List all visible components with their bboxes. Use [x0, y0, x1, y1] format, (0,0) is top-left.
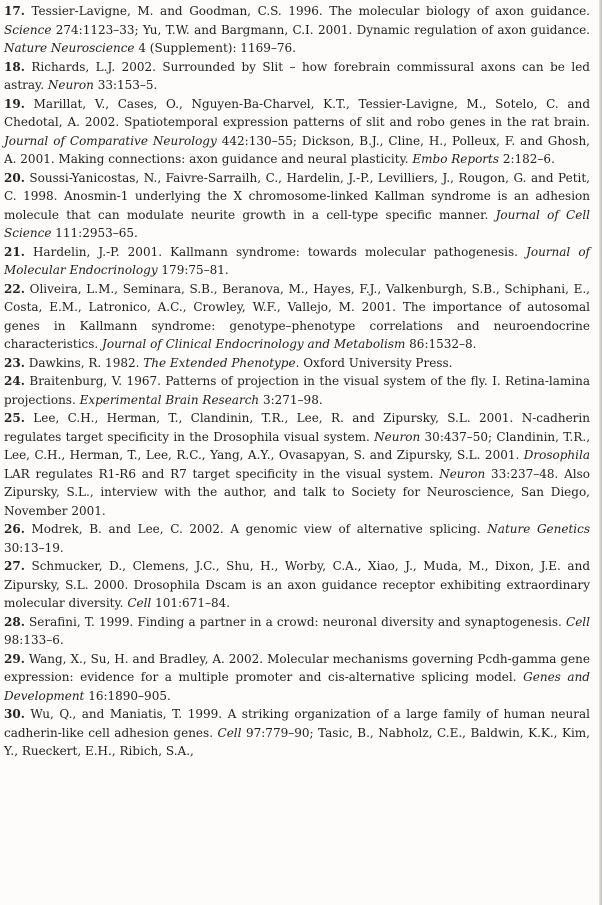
reference-text: 111:2953–65. — [51, 226, 138, 240]
reference-text: 97:779–90; Tasic, B., Nabholz, C.E., Baldwin, K.K., Kim, Y., Rueckert, E.H., Ribich, S.A., — [4, 725, 590, 758]
reference-item — [4, 613, 590, 650]
reference-item — [4, 520, 590, 557]
reference-item — [4, 372, 590, 409]
journal-title: The Extended Phenotype — [143, 355, 296, 370]
reference-number: 20. — [4, 170, 25, 185]
journal-title: Cell — [566, 614, 590, 629]
reference-item — [4, 58, 590, 95]
reference-item — [4, 280, 590, 354]
reference-number: 25. — [4, 411, 25, 425]
reference-number: 24. — [4, 374, 25, 388]
journal-title: Neuron — [374, 429, 421, 444]
reference-text: 33:153–5. — [93, 78, 158, 92]
reference-text: 442:130–55; Dickson, B.J., Cline, H., Polleux, F. and Ghosh, A. 2001. Making connections: axon guidance and neural plasticity. — [4, 133, 590, 166]
reference-list — [4, 2, 590, 761]
reference-number: 18. — [4, 59, 25, 74]
reference-text: Lee, C.H., Herman, T., Clandinin, T.R., Lee, R. and Zipursky, S.L. 2001. N-cadherin regulates target specificity in the Drosophila visual system. — [4, 411, 590, 444]
reference-item — [4, 95, 590, 169]
reference-number: 22. — [4, 281, 25, 296]
journal-title: Science — [4, 22, 52, 37]
journal-title: Cell — [127, 596, 152, 610]
reference-text: Oliveira, L.M., Seminara, S.B., Beranova, M., Hayes, F.J., Valkenburgh, S.B., Schiphani, E., Costa, E.M., Latronico, A.C., Crowley, W.F., Vallejo, M. 2001. The importance of autosomal genes in Kallmann syndrome: genotype–phenotype correlations and neuroendocrine characteristics. — [4, 281, 590, 351]
reference-text: 16:1890–905. — [84, 688, 171, 703]
reference-number: 26. — [4, 522, 25, 536]
journal-title: Nature Neuroscience — [4, 41, 135, 55]
reference-item — [4, 650, 590, 706]
journal-title: Embo Reports — [412, 152, 500, 166]
reference-number: 17. — [4, 4, 25, 18]
reference-text: Tessier-Lavigne, M. and Goodman, C.S. 1996. The molecular biology of axon guidance. — [31, 4, 590, 18]
reference-text: 30:13–19. — [4, 540, 64, 555]
reference-text: Hardelin, J.-P. 2001. Kallmann syndrome: towards molecular pathogenesis. — [32, 244, 527, 259]
reference-item — [4, 354, 590, 373]
reference-text: Braitenburg, V. 1967. Patterns of projection in the visual system of the fly. I. Retina-lamina projections. — [4, 374, 590, 407]
journal-title: Drosophila — [523, 448, 590, 462]
reference-number: 29. — [4, 651, 25, 666]
reference-text: Serafini, T. 1999. Finding a partner in a crowd: neuronal diversity and synaptogenesis. — [29, 614, 567, 629]
reference-number: 27. — [4, 559, 25, 573]
journal-title: Neuron — [439, 466, 486, 481]
reference-text: 274:1123–33; Yu, T.W. and Bargmann, C.I. 2001. Dynamic regulation of axon guidance. — [51, 22, 590, 37]
reference-text: 33:237–48. Also Zipursky, S.L., interview with the author, and talk to Society for Neuroscience, San Diego, November 2001. — [4, 466, 590, 518]
reference-number: 19. — [4, 96, 25, 111]
reference-number: 30. — [4, 707, 25, 721]
reference-text: Marillat, V., Cases, O., Nguyen-Ba-Charvel, K.T., Tessier-Lavigne, M., Sotelo, C. and Chedotal, A. 2002. Spatiotemporal expression patterns of slit and robo genes in the rat brain. — [4, 96, 590, 129]
reference-number: 21. — [4, 244, 25, 259]
reference-item — [4, 409, 590, 520]
reference-text: LAR regulates R1-R6 and R7 target specificity in the visual system. — [4, 466, 440, 481]
reference-text: 2:182–6. — [499, 152, 555, 166]
reference-text: Schmucker, D., Clemens, J.C., Shu, H., Worby, C.A., Xiao, J., Muda, M., Dixon, J.E. and Zipursky, S.L. 2000. Drosophila Dscam is an axon guidance receptor exhibiting extraordinary molecular diversity. — [4, 559, 590, 610]
reference-text: Soussi-Yanicostas, N., Faivre-Sarrailh, C., Hardelin, J.-P., Levilliers, J., Rougon, G. and Petit, C. 1998. Anosmin-1 underlying the X chromosome-linked Kallman syndrome is an adhesion molecule that can modulate neurite growth in a cell-type specific manner. — [4, 170, 590, 222]
reference-text: 179:75–81. — [157, 263, 229, 277]
reference-item — [4, 169, 590, 243]
reference-number: 28. — [4, 614, 25, 629]
journal-title: Cell — [217, 725, 242, 740]
journal-title: Nature Genetics — [487, 522, 590, 536]
reference-item — [4, 557, 590, 613]
reference-text: Dawkins, R. 1982. — [28, 355, 144, 370]
journal-title: Neuron — [47, 78, 94, 92]
reference-text: 4 (Supplement): 1169–76. — [134, 41, 296, 55]
journal-title: Journal of Clinical Endocrinology and Metabolism — [102, 337, 406, 351]
journal-title: Journal of Cell Science — [4, 207, 590, 240]
reference-item — [4, 705, 590, 761]
reference-text: . Oxford University Press. — [295, 355, 453, 370]
reference-number: 23. — [4, 355, 25, 370]
journal-title: Journal of Molecular Endocrinology — [4, 244, 590, 277]
reference-text: 86:1532–8. — [405, 337, 477, 351]
reference-text: 98:133–6. — [4, 633, 64, 647]
reference-text: 101:671–84. — [151, 596, 231, 610]
reference-text: Richards, L.J. 2002. Surrounded by Slit – how forebrain commissural axons can be led astray. — [4, 59, 590, 92]
reference-item — [4, 243, 590, 280]
reference-item — [4, 2, 590, 58]
journal-title: Experimental Brain Research — [79, 392, 260, 407]
journal-title: Journal of Comparative Neurology — [4, 133, 217, 148]
reference-text: Wang, X., Su, H. and Bradley, A. 2002. Molecular mechanisms governing Pcdh-gamma gene expression: evidence for a multiple promoter and cis-alternative splicing model. — [4, 651, 590, 684]
reference-text: 3:271–98. — [259, 392, 323, 407]
reference-text: Wu, Q., and Maniatis, T. 1999. A striking organization of a large family of human neural cadherin-like cell adhesion genes. — [4, 707, 590, 740]
journal-title: Genes and Development — [4, 670, 590, 703]
reference-text: Modrek, B. and Lee, C. 2002. A genomic view of alternative splicing. — [31, 522, 488, 536]
reference-text: 30:437–50; Clandinin, T.R., Lee, C.H., Herman, T., Lee, R.C., Yang, A.Y., Ovasapyan, S. and Zipursky, S.L. 2001. — [4, 429, 591, 462]
